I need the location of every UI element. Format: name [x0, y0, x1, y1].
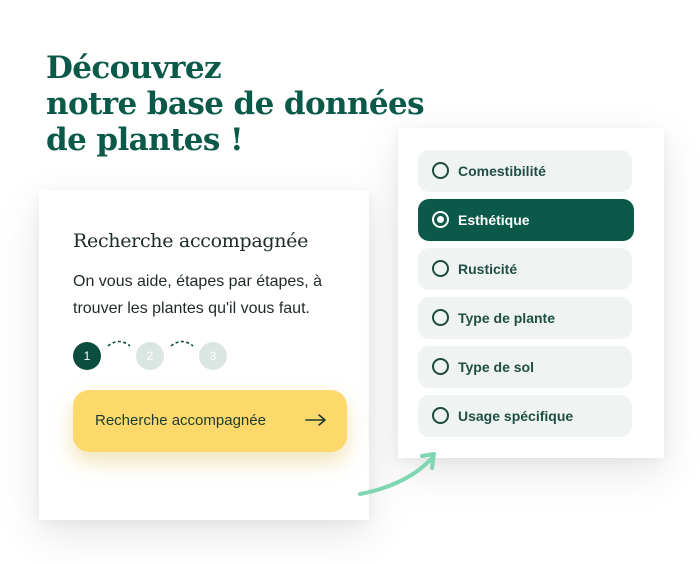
filter-option-usage-specifique[interactable] — [418, 395, 632, 437]
filter-option-type-de-plante[interactable] — [418, 297, 632, 339]
filter-option-label: Esthétique — [458, 212, 530, 228]
filter-option-label: Type de sol — [458, 359, 534, 375]
filter-option-rusticite[interactable] — [418, 248, 632, 290]
step-connector-1 — [106, 338, 132, 348]
headline-line-3: de plantes ! — [46, 122, 243, 158]
curved-arrow-icon — [352, 446, 444, 502]
filter-option-type-de-sol[interactable] — [418, 346, 632, 388]
filter-option-label: Rusticité — [458, 261, 518, 277]
page-headline — [46, 50, 424, 158]
filter-option-label: Usage spécifique — [458, 408, 574, 424]
radio-unchecked-icon — [432, 260, 449, 277]
guided-search-button-label: Recherche accompagnée — [95, 412, 266, 429]
arrow-right-icon — [305, 412, 327, 428]
step-1: 1 — [73, 342, 101, 370]
filter-option-label: Comestibilité — [458, 163, 546, 179]
headline-line-1: Découvrez — [46, 50, 221, 86]
step-3: 3 — [199, 342, 227, 370]
guided-search-card — [39, 190, 369, 520]
guided-search-description: On vous aide, étapes par étapes, à trouver les plantes qu'il vous faut. — [73, 273, 323, 317]
radio-unchecked-icon — [432, 162, 449, 179]
radio-unchecked-icon — [432, 358, 449, 375]
headline-line-2: notre base de données — [46, 86, 425, 122]
radio-checked-icon — [432, 211, 449, 228]
step-indicator — [73, 342, 233, 372]
radio-unchecked-icon — [432, 309, 449, 326]
filter-option-label: Type de plante — [458, 310, 555, 326]
guided-search-button[interactable] — [73, 390, 347, 452]
filter-options-card — [398, 128, 664, 458]
filter-option-esthetique[interactable] — [418, 199, 634, 241]
guided-search-title: Recherche accompagnée — [73, 230, 309, 252]
step-connector-2 — [169, 338, 195, 348]
filter-option-comestibilite[interactable] — [418, 150, 632, 192]
radio-unchecked-icon — [432, 407, 449, 424]
step-2: 2 — [136, 342, 164, 370]
